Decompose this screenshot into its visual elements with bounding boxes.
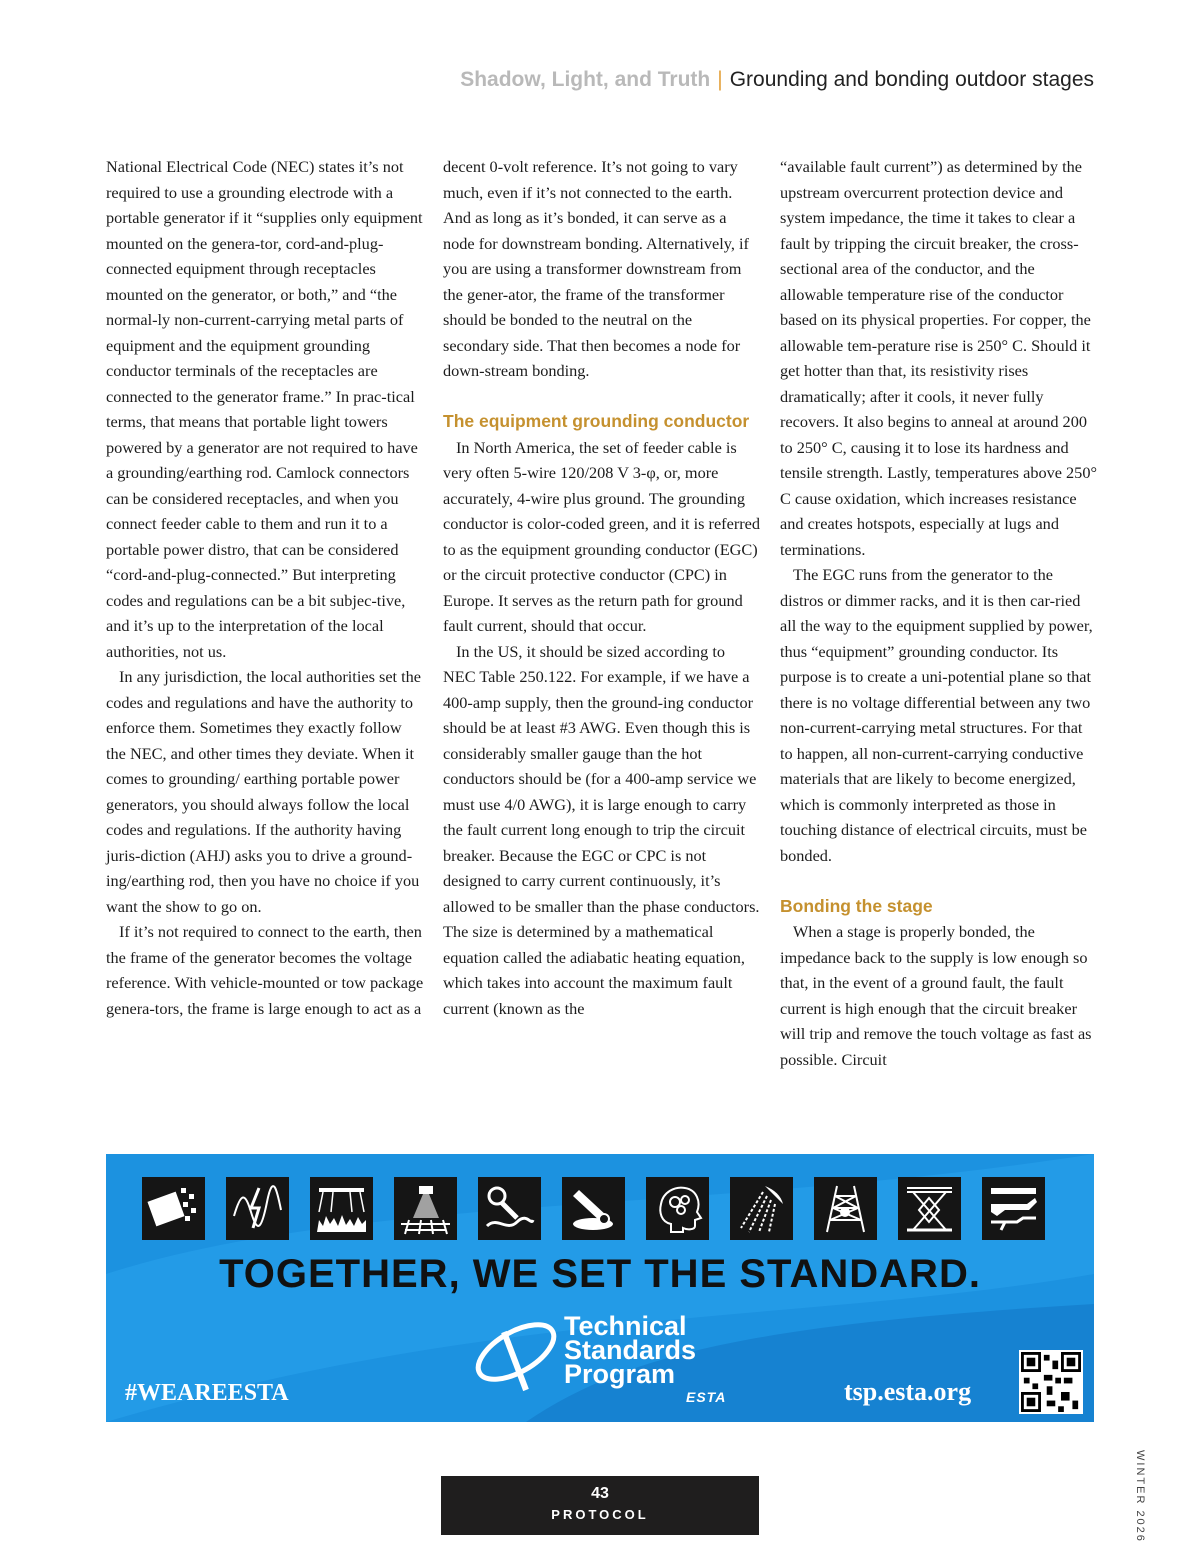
stage-lighting-floor-icon	[394, 1177, 457, 1240]
column-1	[106, 154, 424, 1021]
section-heading: The equipment grounding conductor	[443, 411, 750, 431]
stage-scenery-icon	[898, 1177, 961, 1240]
firearms-icon	[982, 1177, 1045, 1240]
body-paragraph: “available fault current”) as determined by the upstream overcurrent protection device and system impedance, the time it takes to clear a fault by tripping the circuit breaker, the cross-sectional area of the conductor, and the allowable temperature rise of the conductor based on its physical properties. For copper, the allowable tem-perature rise is 250° C. Should it get hotter than that, its resistivity rises dramatically; after it cools, it never fully recovers. It also begins to anneal at around 200 to 250° C, causing it to lose its hardness and tensile strength. Lastly, temperatures above 250° C cause oxidation, which increases resistance and creates hotspots, especially at lugs and terminations.	[780, 157, 1097, 559]
ad-tagline: TOGETHER, WE SET THE STANDARD.	[219, 1252, 981, 1296]
body-paragraph: National Electrical Code (NEC) states it’s not required to use a grounding electrode with a portable generator if it “supplies only equipment mounted on the genera-tor, cord-and-plug-connected equipment through receptacles mounted on the generator, or both,” and “the normal-ly non-current-carrying metal parts of equipment and the equipment grounding conductor terminals of the receptacles are connected to the generator frame.” In prac-tical terms, that means that portable light towers powered by a generator are not required to have a grounding/earthing rod. Camlock connectors can be considered receptacles, and when you connect feeder cable to them and run it to a portable power distro, that can be considered “cord-and-plug-connected.” But interpreting codes and regulations can be a bit subjec-tive, and it’s up to the interpretation of the local authorities, not us.	[106, 157, 423, 661]
rigging-cable-icon	[478, 1177, 541, 1240]
tsp-logo-mark	[464, 1302, 568, 1406]
page-footer	[441, 1476, 759, 1535]
program-name	[564, 1311, 697, 1389]
electrical-wave-icon	[226, 1177, 289, 1240]
header-separator: |	[717, 68, 723, 91]
body-paragraph: In North America, the set of feeder cable is very often 5-wire 120/208 V 3-φ, or, more accurately, 4-wire plus ground. The grounding conductor is color-coded green, and it is referred to as the equipment grounding conductor (EGC) or the circuit protective conductor (CPC) in Europe. It serves as the return path for ground fault current, should that occur.	[443, 437, 761, 635]
body-paragraph: In the US, it should be sized according to NEC Table 250.122. For example, if we have a 400-amp supply, then the ground-ing conductor should be at least #3 AWG. Even though this is considerably smaller gauge than the hot conductors should be (for a 400-amp service we must use 4/0 AWG), it is large enough to carry the fault current long enough to trip the circuit breaker. Because the EGC or CPC is not designed to carry current continuously, it’s allowed to be smaller than the phase conductors. The size is determined by a mathematical equation called the adiabatic heating equation, which takes into account the maximum fault current (known as the	[443, 641, 760, 1018]
publication-name: PROTOCOL	[551, 1507, 649, 1522]
esta-logo: ESTA	[686, 1389, 727, 1405]
column-2	[443, 154, 761, 1021]
pixel-fixture-icon	[142, 1177, 205, 1240]
series-title: Shadow, Light, and Truth	[460, 68, 711, 91]
fog-haze-icon	[730, 1177, 793, 1240]
article-title: Grounding and bonding outdoor stages	[729, 68, 1094, 91]
program-line-2: Standards	[564, 1335, 697, 1365]
gears-head-icon	[646, 1177, 709, 1240]
edition-label: WINTER 2026	[1134, 1450, 1146, 1543]
concert-crowd-icon	[310, 1177, 373, 1240]
ad-hashtag[interactable]: #WEAREESTA	[125, 1380, 289, 1406]
page-number: 43	[591, 1485, 609, 1502]
qr-code[interactable]	[1019, 1350, 1083, 1414]
body-paragraph: The EGC runs from the generator to the distros or dimmer racks, and it is then car-ried all the way to the equipment supplied by power, thus “equipment” grounding conductor. Its purpose is to create a uni-potential plane so that there is no voltage differential between any two non-current-carrying metal structures. For that to happen, all non-current-carrying conductive materials that are likely to become energized, which is commonly interpreted as those in touching distance of electrical circuits, must be bonded.	[780, 565, 1093, 865]
body-paragraph: In any jurisdiction, the local authorities set the codes and regulations and have the authority to enforce them. Sometimes they exactly follow the NEC, and other times they deviate. When it comes to grounding/ earthing portable power generators, you should always follow the local codes and regulations. If the authority having juris-diction (AHJ) asks you to drive a ground-ing/earthing rod, then you have no choice if you want the show to go on.	[106, 667, 422, 916]
program-line-3: Program	[564, 1359, 676, 1389]
truss-tower-icon	[814, 1177, 877, 1240]
body-paragraph: When a stage is properly bonded, the impedance back to the supply is low enough so that, in the event of a ground fault, the fault current is high enough that the circuit breaker will trip and remove the touch voltage as fast as possible. Circuit	[780, 922, 1092, 1069]
body-paragraph: decent 0-volt reference. It’s not going to vary much, even if it’s not connected to the earth. And as long as it’s bonded, it can serve as a node for downstream bonding. Alternatively, if you are using a transformer downstream from the gener-ator, the frame of the transformer should be bonded to the neutral on the secondary side. That then becomes a node for down-stream bonding.	[443, 157, 749, 380]
section-heading: Bonding the stage	[780, 895, 933, 916]
program-line-1: Technical	[564, 1311, 687, 1341]
esta-advertisement[interactable]	[106, 1154, 1094, 1422]
icon-strip	[142, 1177, 1045, 1240]
ad-url-link[interactable]: tsp.esta.org	[844, 1377, 972, 1406]
running-header	[460, 68, 1094, 92]
column-3	[780, 154, 1098, 1072]
spotlight-icon	[562, 1177, 625, 1240]
body-paragraph: If it’s not required to connect to the earth, then the frame of the generator becomes the voltage reference. With vehicle-mounted or tow package genera-tors, the frame is large enough to act as a	[106, 922, 424, 1018]
